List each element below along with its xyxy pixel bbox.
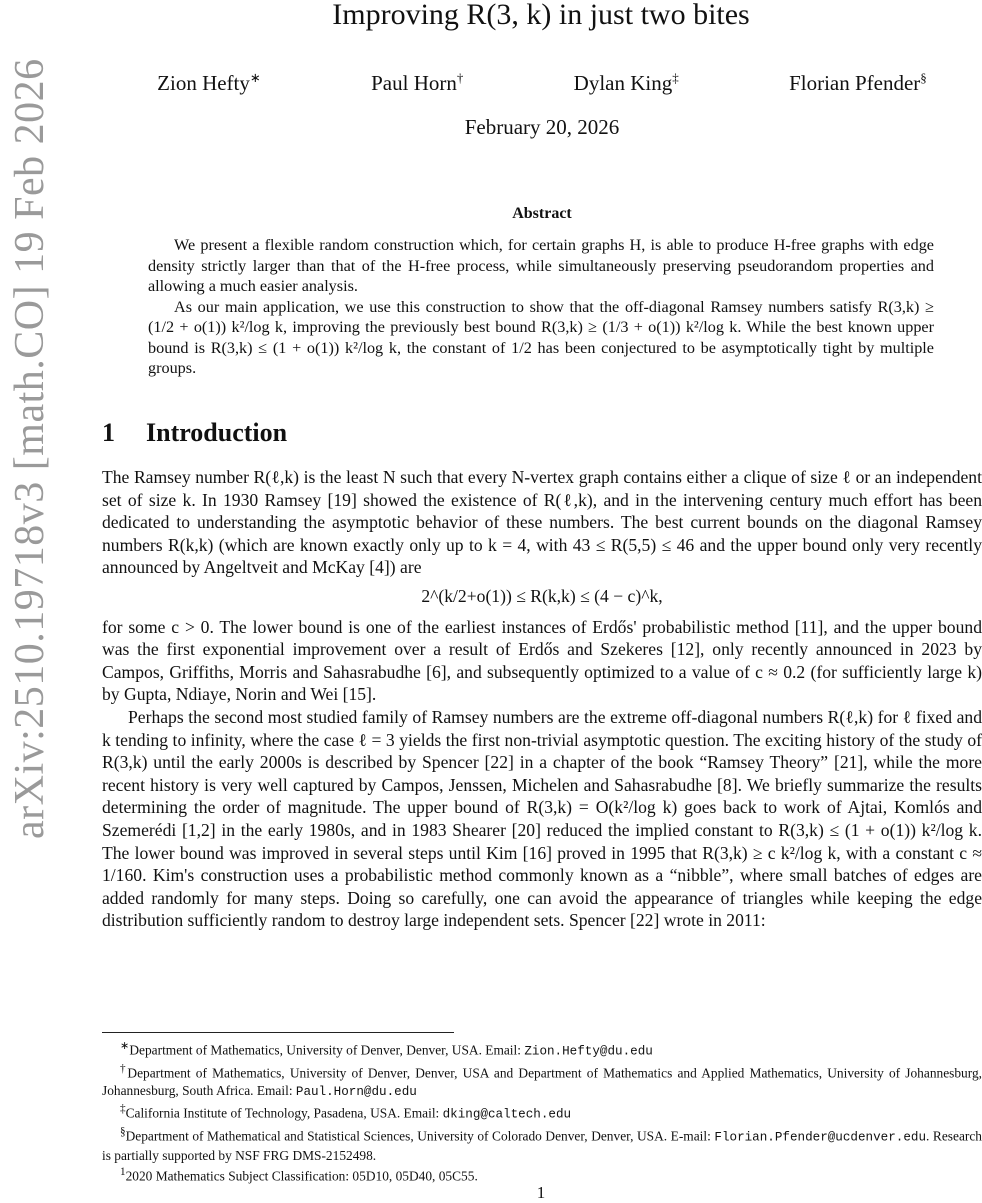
author-2: Paul Horn† (371, 70, 464, 95)
paper-title: Improving R(3, k) in just two bites (332, 0, 750, 31)
abstract-paragraph-2: As our main application, we use this construction to show that the off-diagonal Ramsey numbers satisfy R(3,k) ≥ (1/2 + o(1)) k²/log k, improving the previously best bound R(3,k) ≥ (1/3 + o(1)) k²/log k. While the best known upper bound is R(3,k) ≤ (1 + o(1)) k²/log k, the constant of 1/2 has been conjectured to be asymptotically tight by multiple groups. (148, 297, 934, 377)
footnote-3: ‡California Institute of Technology, Pasadena, USA. Email: dking@caltech.edu (120, 1103, 572, 1122)
section-heading (102, 418, 287, 448)
email-link[interactable]: Paul.Horn@du.edu (295, 1084, 417, 1099)
footnote-rule (102, 1032, 454, 1033)
section-body (102, 466, 982, 932)
footnote-1: ∗Department of Mathematics, University of Denver, Denver, USA. Email: Zion.Hefty@du.edu (120, 1040, 653, 1059)
author-4: Florian Pfender§ (789, 70, 927, 95)
email-link[interactable]: Florian.Pfender@ucdenver.edu (714, 1130, 927, 1145)
author-3: Dylan King‡ (573, 70, 679, 95)
footnote-5: $^1$2020 Mathematics Subject Classification: 05D10, 05D40, 05C55. (120, 1166, 478, 1184)
body-paragraph-3: Perhaps the second most studied family of Ramsey numbers are the extreme off-diagonal numbers R(ℓ,k) for ℓ fixed and k tending to infinity, where the case ℓ = 3 yields the first non-trivial asymptotic question. The exciting history of the study of R(3,k) until the early 2000s is described by Spencer [22] in a chapter of the book “Ramsey Theory” [21], while the more recent history is very well captured by Campos, Jenssen, Michelen and Sahasrabudhe [8]. We briefly summarize the results determining the order of magnitude. The upper bound of R(3,k) = O(k²/log k) goes back to work of Ajtai, Komlós and Szemerédi [1,2] in the early 1980s, and in 1983 Shearer [20] reduced the implied constant to R(3,k) ≤ (1 + o(1)) k²/log k. The lower bound was improved in several steps until Kim [16] proved in 1995 that R(3,k) ≥ c k²/log k, with a constant c ≈ 1/160. Kim's construction uses a probabilistic method commonly known as a “nibble”, where small batches of edges are added randomly for many steps. Doing so carefully, one can avoid the appearance of triangles while keeping the edge distribution sufficiently random to destroy large independent sets. Spencer [22] wrote in 2011: (102, 706, 982, 931)
section-number: 1 (102, 418, 115, 447)
footnote-2: †Department of Mathematics, University of Denver, Denver, USA and Department of Mathematics and Applied Mathematics, University of Johannesburg, Johannesburg, South Africa. Email: Paul.Horn@du.edu (102, 1062, 982, 1099)
email-link[interactable]: Zion.Hefty@du.edu (524, 1044, 653, 1059)
body-paragraph-2: for some c > 0. The lower bound is one of the earliest instances of Erdős' probabilistic method [11], and the upper bound was the first exponential improvement over a result of Erdős and Szekeres [12], only recently announced in 2023 by Campos, Griffiths, Morris and Sahasrabudhe [6], and subsequently optimized to a value of c ≈ 0.2 (for sufficiently large k) by Gupta, Ndiaye, Norin and Wei [15]. (102, 616, 982, 705)
footnotes (102, 1038, 982, 1185)
abstract-heading: Abstract (512, 205, 572, 222)
abstract-paragraph-1: We present a flexible random construction which, for certain graphs H, is able to produce H-free graphs with edge density strictly larger than that of the H-free process, while simultaneously preserving pseudorandom properties and allowing a much easier analysis. (148, 236, 934, 295)
footnote-4: §Department of Mathematical and Statistical Sciences, University of Colorado Denver, Denver, USA. E-mail: Florian.Pfender@ucdenver.edu. Research is partially supported by NSF FRG DMS-2152498. (102, 1126, 982, 1163)
body-paragraph-1: The Ramsey number R(ℓ,k) is the least N such that every N-vertex graph contains either a clique of size ℓ or an independent set of size k. In 1930 Ramsey [19] showed the existence of R(ℓ,k), and in the intervening century much effort has been dedicated to understanding the asymptotic behavior of these numbers. The best current bounds on the diagonal Ramsey numbers R(k,k) (which are known exactly only up to k = 4, with 43 ≤ R(5,5) ≤ 46 and the upper bound only very recently announced by Angeltveit and McKay [4]) are (102, 467, 982, 578)
paper-date: February 20, 2026 (464, 115, 620, 139)
arxiv-sidebar-stamp: arXiv:2510.19718v3 [math.CO] 19 Feb 2026 (7, 58, 53, 839)
author-list (102, 70, 982, 96)
abstract-body (148, 235, 934, 379)
author-1: Zion Hefty∗ (157, 70, 261, 95)
email-link[interactable]: dking@caltech.edu (442, 1107, 572, 1122)
page-number: 1 (536, 1183, 546, 1202)
section-title: Introduction (146, 418, 288, 447)
display-equation: 2^(k/2+o(1)) ≤ R(k,k) ≤ (4 − c)^k, (421, 585, 663, 606)
